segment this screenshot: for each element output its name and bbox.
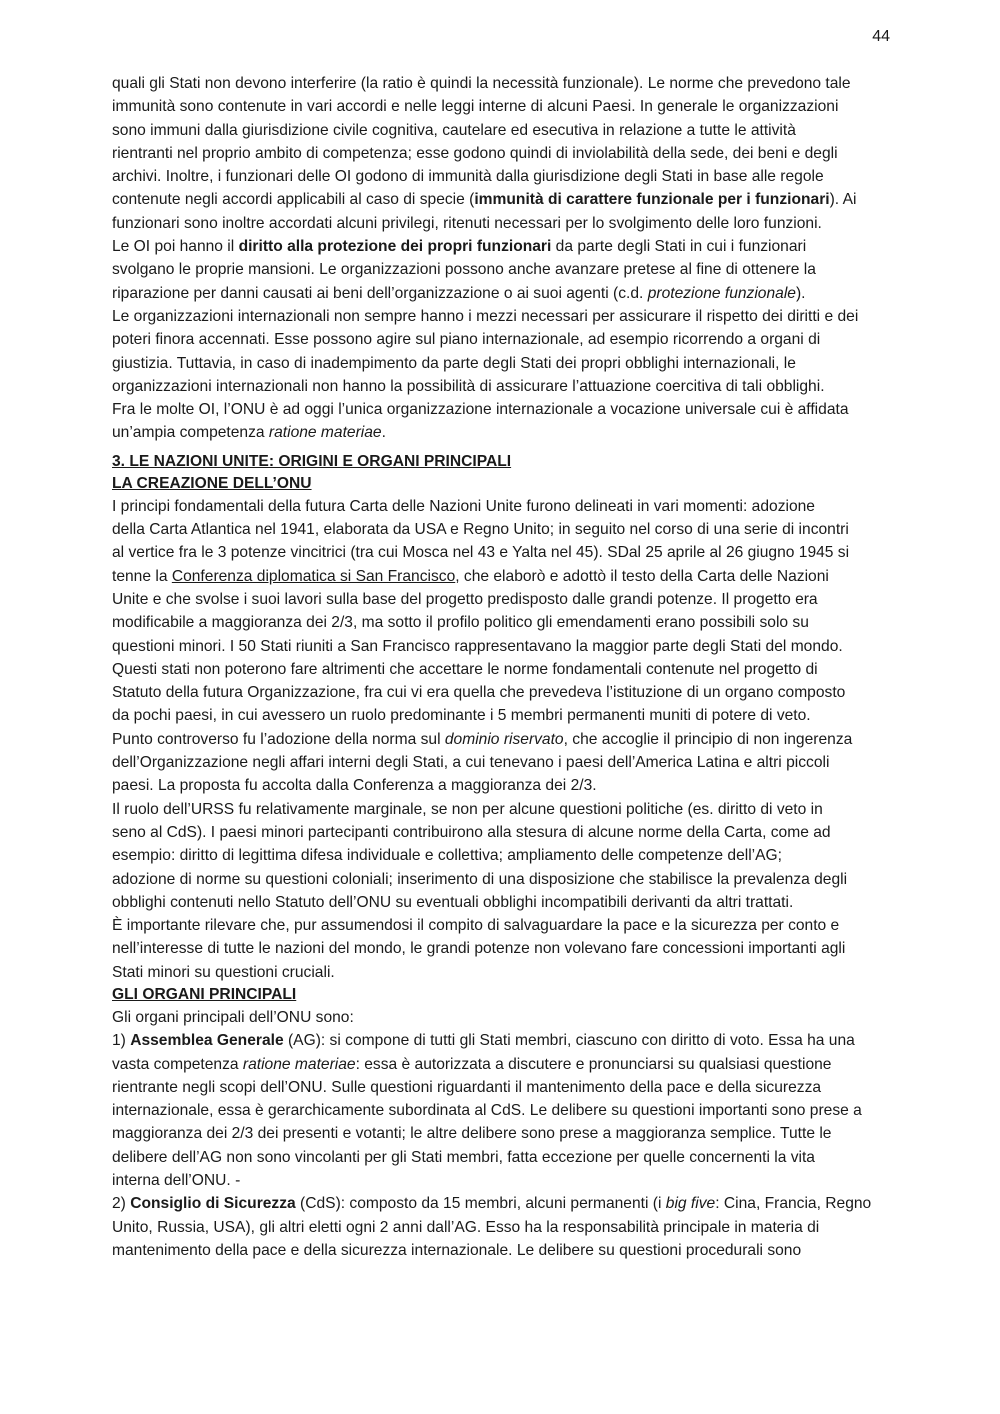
text-line	[112, 914, 892, 937]
italic-text: protezione funzionale	[647, 284, 796, 302]
text-run: sono immuni dalla giurisdizione civile cognitiva, cautelare ed esecutiva in relazione a tutte le attività	[112, 121, 796, 139]
italic-text: dominio riservato	[444, 730, 564, 748]
text-line	[112, 72, 892, 95]
text-line	[112, 588, 892, 611]
text-run: È importante rilevare che, pur assumendosi il compito di salvaguardare la pace e la sicurezza per conto e	[112, 917, 840, 935]
text-run: (CdS): composto da 15 membri, alcuni permanenti (i	[295, 1195, 666, 1213]
text-run: Stati minori su questioni cruciali.	[112, 963, 335, 981]
text-run: 1)	[112, 1032, 131, 1050]
text-run: svolgano le proprie mansioni. Le organizzazioni possono anche avanzare pretese al fine di ottenere la	[112, 261, 816, 279]
text-run: rientranti nel proprio ambito di competenza; esse godono quindi di inviolabilità della sede, dei beni e degli	[112, 144, 838, 162]
text-run: ).	[795, 284, 806, 302]
text-line	[112, 95, 892, 118]
subsection-heading	[112, 473, 892, 495]
text-run: Le OI poi hanno il	[112, 238, 239, 256]
text-line	[112, 328, 892, 351]
text-line	[112, 495, 892, 518]
text-line	[112, 375, 892, 398]
text-run: riparazione per danni causati ai beni dell’organizzazione o ai suoi agenti (c.d.	[112, 284, 648, 302]
text-run: mantenimento della pace e della sicurezza internazionale. Le delibere su questioni procedurali sono	[112, 1241, 802, 1259]
text-run: .	[381, 424, 386, 442]
text-line	[112, 937, 892, 960]
text-line	[112, 398, 892, 421]
text-line	[112, 541, 892, 564]
italic-text: ratione materiae	[242, 1055, 356, 1073]
document-body	[112, 72, 892, 1262]
text-run: nell’interesse di tutte le nazioni del mondo, le grandi potenze non volevano fare concessioni importanti agli	[112, 940, 846, 958]
text-run: LA CREAZIONE DELL’ONU	[112, 474, 312, 492]
text-run: Unito, Russia, USA), gli altri eletti ogni 2 anni dall’AG. Esso ha la responsabilità principale in materia di	[112, 1218, 820, 1236]
text-run: Punto controverso fu l’adozione della norma sul	[112, 730, 445, 748]
text-run: Gli organi principali dell’ONU sono:	[112, 1008, 354, 1026]
text-line	[112, 565, 892, 588]
text-run: obblighi contenuti nello Statuto dell’ONU su eventuali obblighi incompatibili derivanti da altri trattati.	[112, 893, 794, 911]
text-line	[112, 518, 892, 541]
text-run: delibere dell’AG non sono vincolanti per gli Stati membri, fatta eccezione per quelle concernenti la vita	[112, 1148, 815, 1166]
text-run: 2)	[112, 1195, 131, 1213]
text-run: poteri finora accennati. Esse possono agire sul piano internazionale, ad esempio ricorrendo a organi di	[112, 331, 821, 349]
section-heading	[112, 451, 892, 473]
text-line	[112, 1006, 892, 1029]
text-run: interna dell’ONU. -	[112, 1172, 241, 1190]
text-line	[112, 891, 892, 914]
text-run: , che accoglie il principio di non ingerenza	[563, 730, 853, 748]
text-line	[112, 611, 892, 634]
text-line	[112, 1216, 892, 1239]
text-line	[112, 1029, 892, 1052]
text-run: contenute negli accordi applicabili al caso di specie (	[112, 191, 475, 209]
text-run: Statuto della futura Organizzazione, fra cui vi era quella che prevedeva l’istituzione di un organo composto	[112, 684, 846, 702]
text-run: quali gli Stati non devono interferire (la ratio è quindi la necessità funzionale). Le norme che prevedono tale	[112, 75, 851, 92]
text-run: I principi fondamentali della futura Carta delle Nazioni Unite furono delineati in vari momenti: adozione	[112, 497, 815, 515]
text-line	[112, 165, 892, 188]
text-run: modificabile a maggioranza dei 2/3, ma sotto il profilo politico gli emendamenti erano possibili solo su	[112, 614, 809, 632]
text-run: : essa è autorizzata a discutere e pronunciarsi su qualsiasi questione	[355, 1055, 832, 1073]
bold-text: Assemblea Generale	[130, 1032, 284, 1050]
text-line	[112, 1146, 892, 1169]
text-line	[112, 119, 892, 142]
text-run: da parte degli Stati in cui i funzionari	[551, 238, 807, 256]
text-line	[112, 821, 892, 844]
italic-text: big five	[665, 1195, 716, 1213]
text-run: rientrante negli scopi dell’ONU. Sulle questioni riguardanti il mantenimento della pace e della sicurezza	[112, 1078, 822, 1096]
text-line	[112, 868, 892, 891]
text-run: organizzazioni internazionali non hanno la possibilità di assicurare l’attuazione coercitiva di tali obblighi.	[112, 377, 825, 395]
text-line	[112, 704, 892, 727]
text-run: paesi. La proposta fu accolta dalla Conferenza a maggioranza dei 2/3.	[112, 777, 597, 795]
bold-text: immunità di carattere funzionale per i funzionari	[474, 191, 830, 209]
text-run: Fra le molte OI, l’ONU è ad oggi l’unica organizzazione internazionale a vocazione universale cui è affidata	[112, 401, 849, 419]
text-line	[112, 421, 892, 444]
text-run: ). Ai	[829, 191, 857, 209]
text-line	[112, 798, 892, 821]
text-line	[112, 1169, 892, 1192]
text-run: Unite e che svolse i suoi lavori sulla base del progetto predisposto dalle grandi potenze. Il progetto era	[112, 590, 818, 608]
text-line	[112, 681, 892, 704]
text-line	[112, 728, 892, 751]
italic-text: ratione materiae	[268, 424, 382, 442]
underlined-text: Conferenza diplomatica si San Francisco	[171, 567, 456, 585]
text-run: immunità sono contenute in vari accordi e nelle leggi interne di alcuni Paesi. In generale le organizzazioni	[112, 98, 839, 116]
text-run: funzionari sono inoltre accordati alcuni privilegi, ritenuti necessari per lo svolgimento delle loro funzioni.	[112, 214, 822, 232]
text-run: dell’Organizzazione negli affari interni degli Stati, a cui tenevano i paesi dell’America Latina e altri piccoli	[112, 754, 830, 772]
text-line	[112, 961, 892, 984]
text-line	[112, 212, 892, 235]
text-run: Il ruolo dell’URSS fu relativamente marginale, se non per alcune questioni politiche (es. diritto di veto in	[112, 800, 823, 818]
text-run: adozione di norme su questioni coloniali; inserimento di una disposizione che stabilisce la prevalenza degli	[112, 870, 848, 888]
text-line	[112, 282, 892, 305]
text-line	[112, 352, 892, 375]
text-line	[112, 235, 892, 258]
page-number: 44	[872, 28, 890, 45]
bold-text: diritto alla protezione dei propri funzionari	[238, 238, 552, 256]
text-run: maggioranza dei 2/3 dei presenti e votanti; le altre delibere sono prese a maggioranza semplice. Tutte le	[112, 1125, 832, 1143]
subsection-heading	[112, 984, 892, 1006]
text-run: da pochi paesi, in cui avessero un ruolo predominante i 5 membri permanenti muniti di potere di veto.	[112, 707, 811, 725]
text-run: , che elaborò e adottò il testo della Carta delle Nazioni	[455, 567, 829, 585]
text-line	[112, 844, 892, 867]
text-run: GLI ORGANI PRINCIPALI	[112, 985, 297, 1003]
text-run: : Cina, Francia, Regno	[715, 1195, 872, 1213]
text-run: tenne la	[112, 567, 172, 585]
text-line	[112, 258, 892, 281]
text-run: archivi. Inoltre, i funzionari delle OI godono di immunità dalla giurisdizione degli Stati in base alle regole	[112, 168, 824, 186]
bold-text: Consiglio di Sicurezza	[130, 1195, 296, 1213]
text-line	[112, 1076, 892, 1099]
text-run: vasta competenza	[112, 1055, 243, 1073]
text-line	[112, 1053, 892, 1076]
text-run: questioni minori. I 50 Stati riuniti a San Francisco rappresentavano la maggior parte degli Stati del mondo.	[112, 637, 843, 655]
text-run: 3. LE NAZIONI UNITE: ORIGINI E ORGANI PRINCIPALI	[112, 452, 512, 470]
text-line	[112, 1192, 892, 1215]
text-run: della Carta Atlantica nel 1941, elaborata da USA e Regno Unito; in seguito nel corso di una serie di incontri	[112, 521, 849, 539]
text-line	[112, 1122, 892, 1145]
text-line	[112, 1099, 892, 1122]
text-line	[112, 751, 892, 774]
text-line	[112, 774, 892, 797]
text-line	[112, 305, 892, 328]
text-run: giustizia. Tuttavia, in caso di inadempimento da parte degli Stati dei propri obblighi internazionali, le	[112, 354, 796, 372]
text-line	[112, 658, 892, 681]
text-run: internazionale, essa è gerarchicamente subordinata al CdS. Le delibere su questioni importanti sono prese a	[112, 1102, 862, 1120]
text-run: al vertice fra le 3 potenze vincitrici (tra cui Mosca nel 43 e Yalta nel 45). SDal 25 aprile al 26 giugno 1945 si	[112, 544, 850, 562]
text-line	[112, 1239, 892, 1262]
text-line	[112, 142, 892, 165]
text-line	[112, 635, 892, 658]
text-run: (AG): si compone di tutti gli Stati membri, ciascuno con diritto di voto. Essa ha una	[283, 1032, 855, 1050]
text-run: Le organizzazioni internazionali non sempre hanno i mezzi necessari per assicurare il rispetto dei diritti e dei	[112, 307, 859, 325]
text-run: un’ampia competenza	[112, 424, 269, 442]
text-line	[112, 188, 892, 211]
text-run: esempio: diritto di legittima difesa individuale e collettiva; ampliamento delle competenze dell’AG;	[112, 847, 783, 865]
text-run: Questi stati non poterono fare altrimenti che accettare le norme fondamentali contenute nel progetto di	[112, 660, 818, 678]
text-run: seno al CdS). I paesi minori partecipanti contribuirono alla stesura di alcune norme della Carta, come ad	[112, 823, 831, 841]
